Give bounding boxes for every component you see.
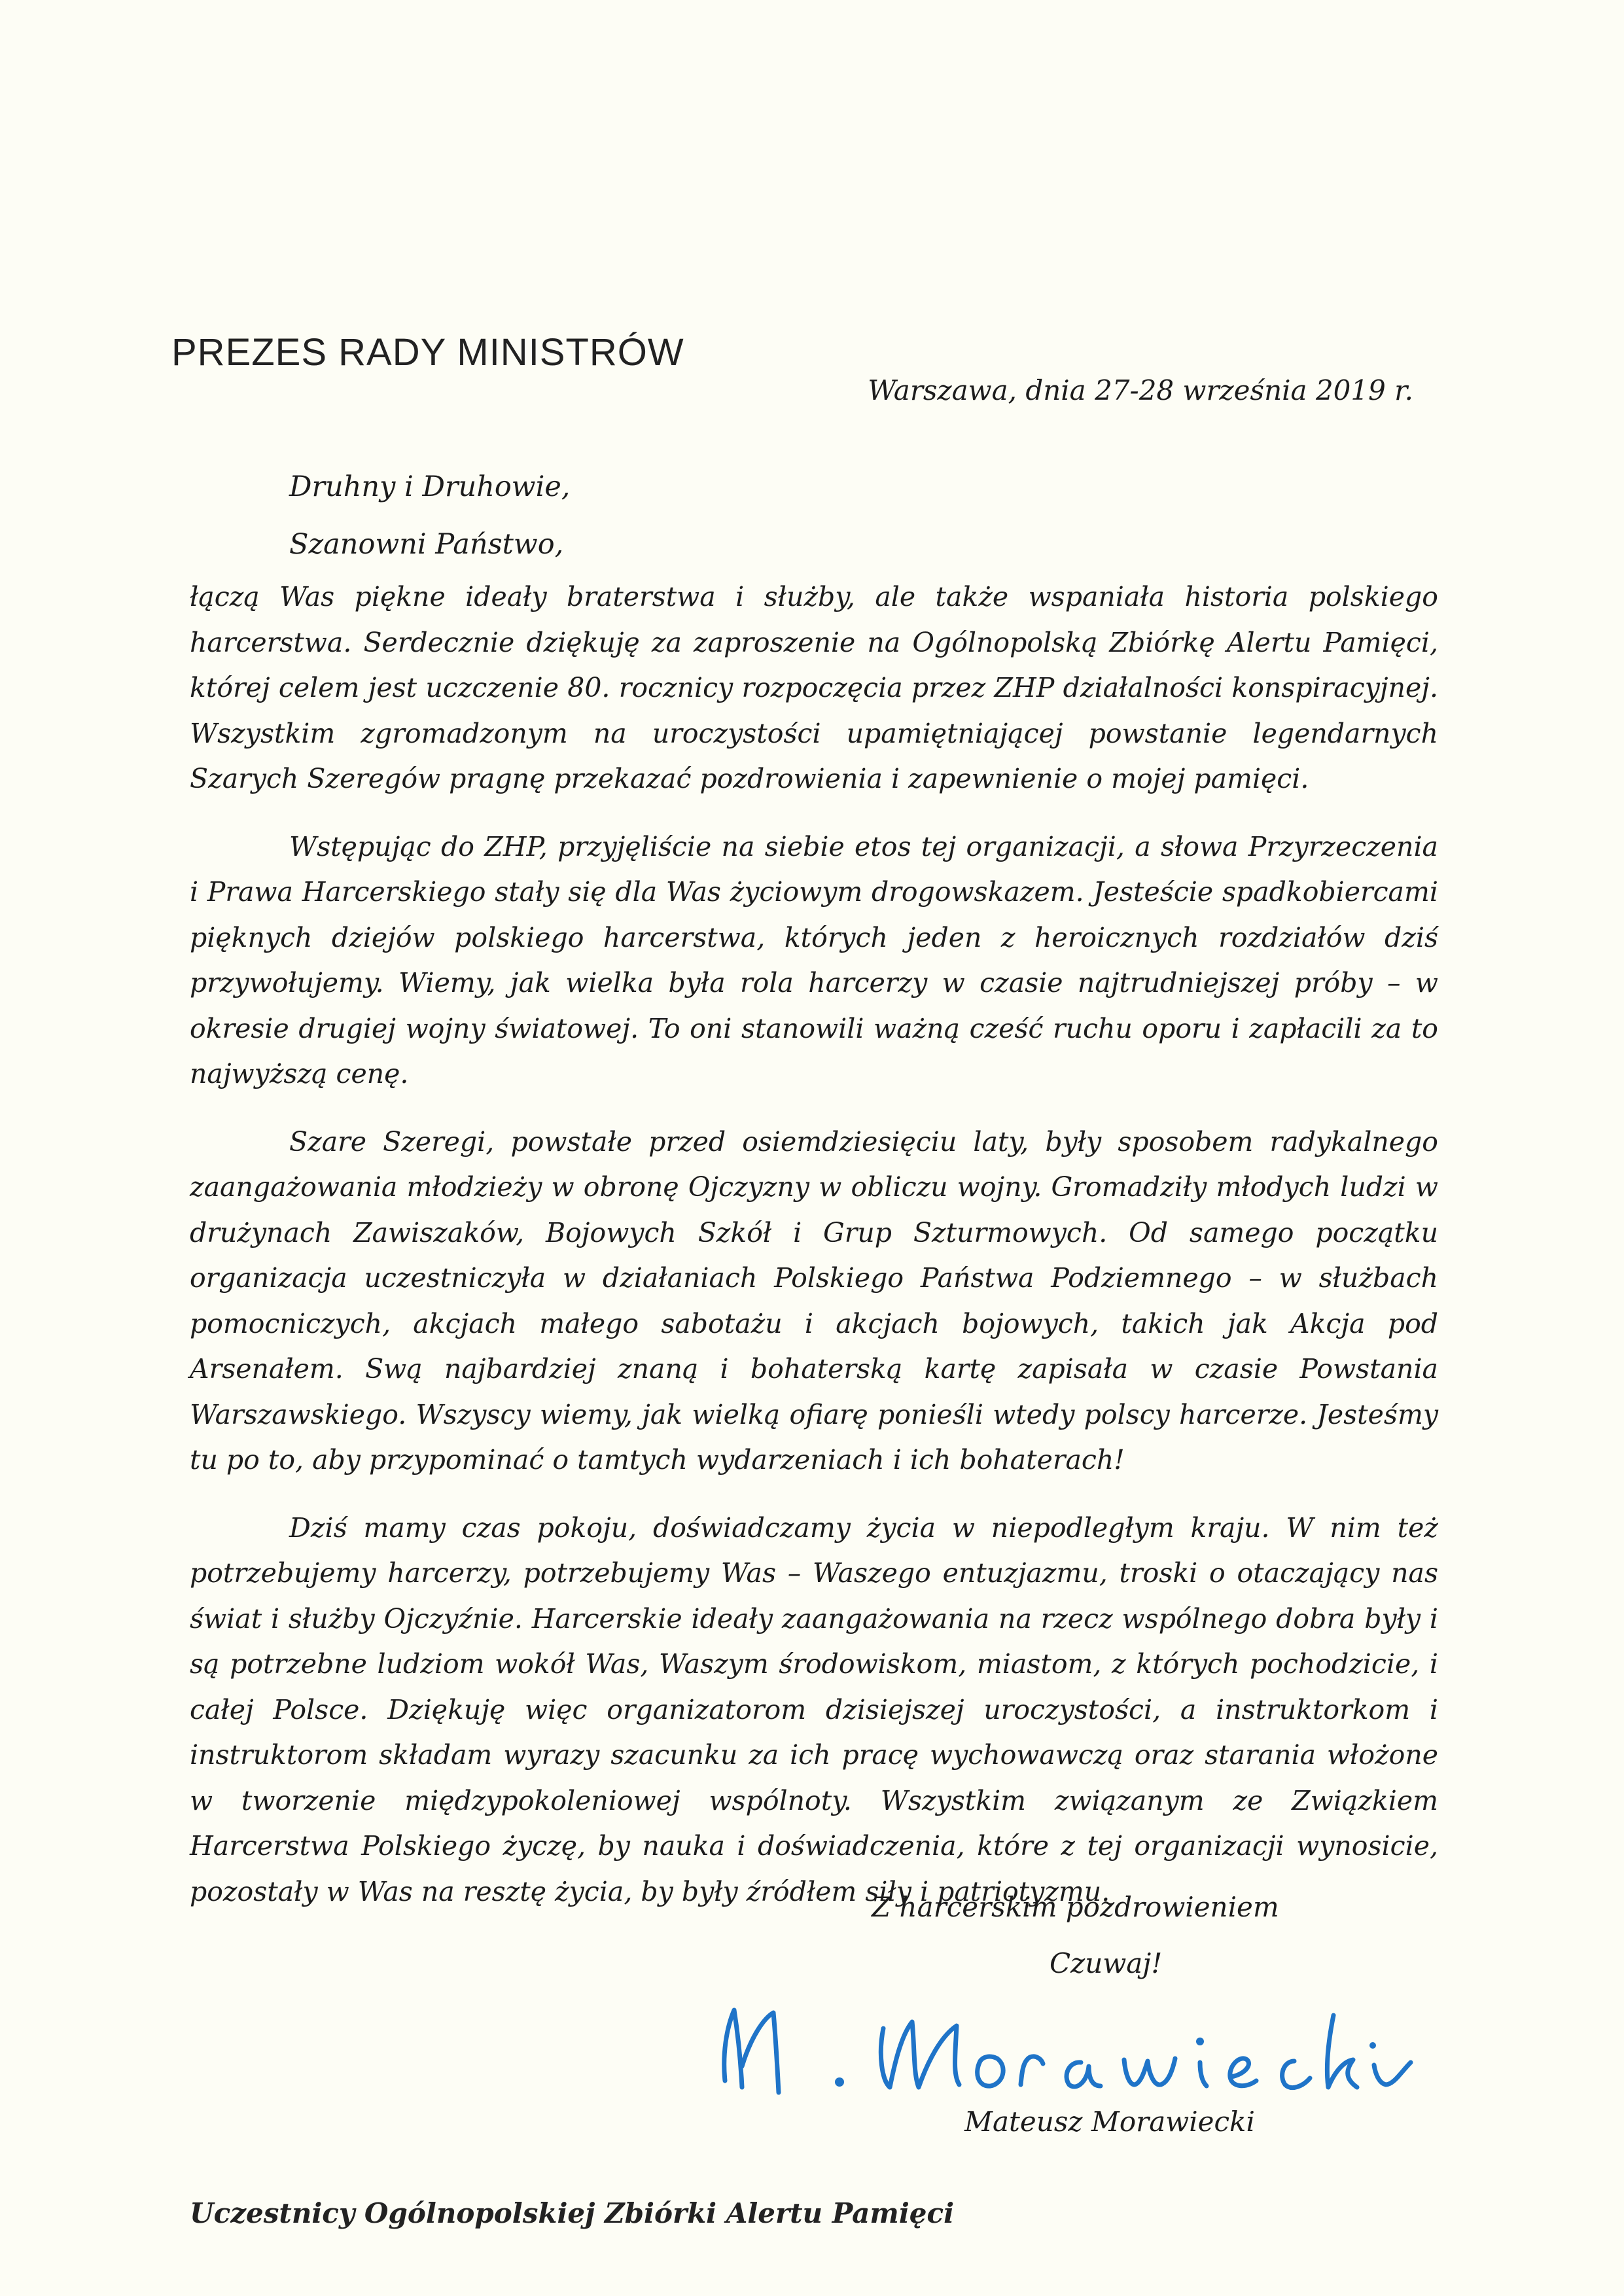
date-line: Warszawa, dnia 27-28 września 2019 r. [868, 374, 1413, 406]
letter-body [190, 574, 1438, 1937]
signer-name: Mateusz Morawiecki [964, 2106, 1255, 2138]
closing-greeting: Z harcerskim pozdrowieniem [872, 1891, 1279, 1923]
recipient-line: Uczestnicy Ogólnopolskiej Zbiórki Alertu Pamięci [190, 2197, 955, 2229]
salutation [289, 458, 570, 573]
paragraph-3: Szare Szeregi, powstałe przed osiemdziesięciu laty, były sposobem radykalnego zaangażowania młodzieży w obronę Ojczyzny w obliczu wojny. Gromadziły młodych ludzi w drużynach Zawiszaków, Bojowych Szkół i Grup Szturmowych. Od samego początku organizacja uczestniczyła w działaniach Polskiego Państwa Podziemnego – w służbach pomocniczych, akcjach małego sabotażu i akcjach bojowych, takich jak Akcja pod Arsenałem. Swą najbardziej znaną i bohaterską kartę zapisała w czasie Powstania Warszawskiego. Wszyscy wiemy, jak wielką ofiarę ponieśli wtedy polscy harcerze. Jesteśmy tu po to, aby przypominać o tamtych wydarzeniach i ich bohaterach! [190, 1125, 1438, 1475]
handwritten-signature [705, 1989, 1419, 2113]
letterhead-title: PREZES RADY MINISTRÓW [171, 331, 684, 374]
paragraph-2: Wstępując do ZHP, przyjęliście na siebie etos tej organizacji, a słowa Przyrzeczenia i Prawa Harcerskiego stały się dla Was życiowym drogowskazem. Jesteście spadkobiercami pięknych dziejów polskiego harcerstwa, których jeden z heroicznych rozdziałów dziś przywołujemy. Wiemy, jak wielka była rola harcerzy w czasie najtrudniejszej próby – w okresie drugiej wojny światowej. To oni stanowili ważną cześć ruchu oporu i zapłacili za to najwyższą cenę. [190, 830, 1438, 1089]
salutation-line-1: Druhny i Druhowie, [289, 470, 571, 503]
paragraph-4: Dziś mamy czas pokoju, doświadczamy życia w niepodległym kraju. W nim też potrzebujemy harcerzy, potrzebujemy Was – Waszego entuzjazmu, troski o otaczający nas świat i służby Ojczyźnie. Harcerskie ideały zaangażowania na rzecz wspólnego dobra były i są potrzebne ludziom wokół Was, Waszym środowiskom, miastom, z których pochodzicie, i całej Polsce. Dziękuję więc organizatorom dzisiejszej uroczystości, a instruktorkom i instruktorom składam wyrazy szacunku za ich pracę wychowawczą oraz starania włożone w tworzenie międzypokoleniowej wspólnoty. Wszystkim związanym ze Związkiem Harcerstwa Polskiego życzę, by nauka i doświadczenia, które z tej organizacji wynosicie, pozostały w Was na resztę życia, by były źródłem siły i patriotyzmu. [190, 1511, 1438, 1907]
salutation-line-2: Szanowni Państwo, [289, 528, 564, 561]
closing [872, 1879, 1279, 1992]
paragraph-1: łączą Was piękne ideały braterstwa i służby, ale także wspaniała historia polskiego harcerstwa. Serdecznie dziękuję za zaproszenie na Ogólnopolską Zbiórkę Alertu Pamięci, której celem jest uczczenie 80. rocznicy rozpoczęcia przez ZHP działalności konspiracyjnej. Wszystkim zgromadzonym na uroczystości upamiętniającej powstanie legendarnych Szarych Szeregów pragnę przekazać pozdrowienia i zapewnienie o mojej pamięci. [190, 581, 1438, 794]
closing-motto: Czuwaj! [1050, 1947, 1163, 1979]
